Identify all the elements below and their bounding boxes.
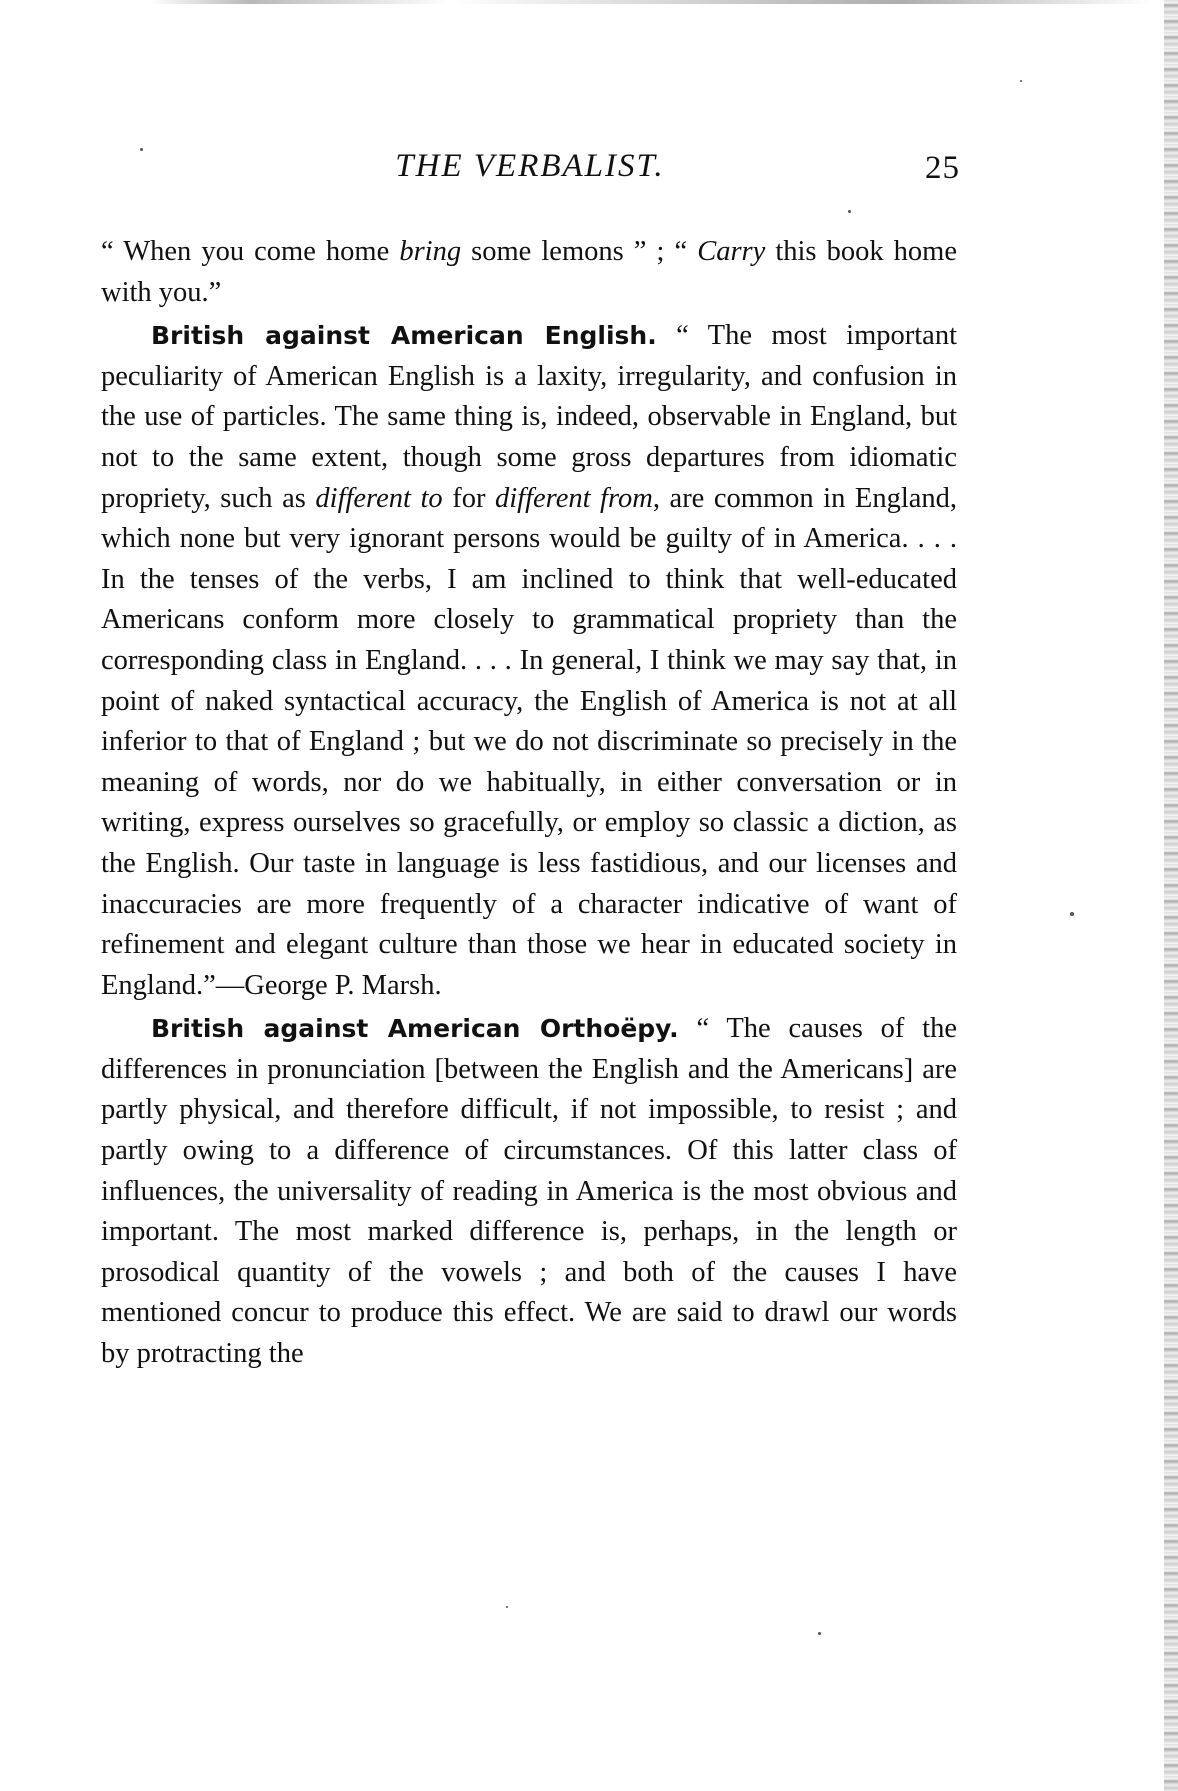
page-header	[100, 148, 960, 204]
paragraph-continued	[101, 232, 957, 313]
body-text	[101, 232, 957, 1375]
text-run: “ When you come home	[101, 236, 400, 267]
running-title: THE VERBALIST.	[395, 148, 665, 184]
entry-british-american-orthoepy	[101, 1009, 957, 1374]
italic-run: different to	[315, 482, 443, 514]
italic-run: bring	[399, 236, 462, 267]
scan-speck	[1020, 80, 1022, 82]
text-run: some lemons ” ; “	[461, 236, 698, 267]
entry-british-american-english	[101, 316, 957, 1006]
text-run: this book home with you.”	[101, 236, 957, 308]
scan-speck	[140, 148, 143, 151]
text-run: “ The causes of the differences in pronunciation [between the English and the Americans] are partly physical, and therefore difficult, if not impossible, to resist ; and partly owing to a difference of circumstances. Of this latter class of influences, the universality of reading in America is the most obvious and important. The most marked difference is, perhaps, in the length or prosodical quantity of the vowels ; and both of the causes I have mentioned concur to produce this effect. We are said to drawl our words by protracting the	[101, 1013, 957, 1370]
scan-top-edge	[150, 0, 1150, 4]
scan-page-edge	[1164, 0, 1178, 1791]
italic-run: Carry	[697, 236, 766, 267]
italic-run: different from	[495, 482, 653, 514]
entry-heading: British against American English.	[151, 321, 657, 351]
page-number: 25	[925, 150, 960, 186]
scan-speck	[848, 210, 851, 213]
scan-speck	[506, 1606, 508, 1608]
text-run: for	[442, 482, 495, 514]
scan-speck	[1070, 912, 1074, 916]
entry-heading: British against American Orthoëpy.	[151, 1014, 679, 1044]
text-run: , are common in England, which none but very ignorant persons would be guilty of in America. . . . In the tenses of the verbs, I am inclined to think that well-educated Americans conform more closely to grammatical propriety than the corresponding class in England. . . . In general, I think we may say that, in point of naked syntactical accuracy, the English of America is not at all inferior to that of England ; but we do not discriminate so precisely in the meaning of words, nor do we habitually, in either conversation or in writing, express ourselves so gracefully, or employ so classic a diction, as the English. Our taste in language is less fastidious, and our licenses and inaccuracies are more frequently of a character indicative of want of refinement and elegant culture than those we hear in educated society in England.”—George P. Marsh.	[101, 482, 958, 1001]
scan-speck	[818, 1632, 821, 1635]
text-run: “ The most important peculiarity of American English is a laxity, irregularity, and confusion in the use of particles. The same thing is, indeed, observable in England, but not to the same extent, though some gross departures from idiomatic propriety, such as	[101, 320, 957, 514]
